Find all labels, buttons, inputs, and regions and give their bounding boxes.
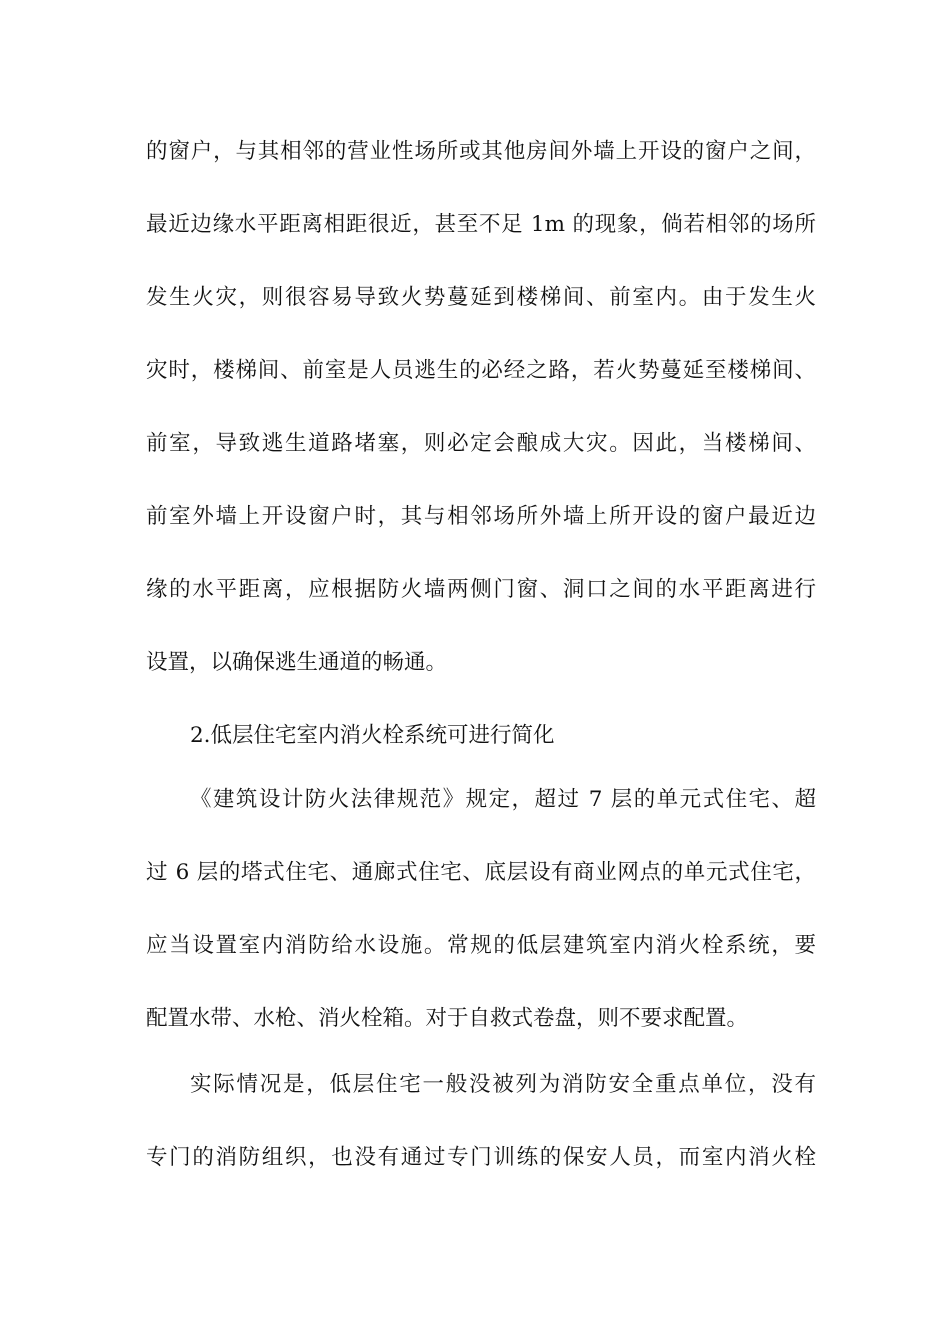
paragraph-line: 灾时，楼梯间、前室是人员逃生的必经之路，若火势蔓延至楼梯间、	[146, 358, 816, 383]
paragraph-line: 发生火灾，则很容易导致火势蔓延到楼梯间、前室内。由于发生火	[146, 285, 816, 310]
paragraph-line: 《建筑设计防火法律规范》规定，超过 7 层的单元式住宅、超	[190, 787, 816, 812]
paragraph-line: 最近边缘水平距离相距很近，甚至不足 1m 的现象，倘若相邻的场所	[146, 212, 816, 237]
paragraph-line: 实际情况是，低层住宅一般没被列为消防安全重点单位，没有	[190, 1072, 816, 1097]
paragraph-line: 应当设置室内消防给水设施。常规的低层建筑室内消火栓系统，要	[146, 933, 816, 958]
section-heading: 2.低层住宅室内消火栓系统可进行简化	[190, 723, 555, 748]
paragraph-line: 前室外墙上开设窗户时，其与相邻场所外墙上所开设的窗户最近边	[146, 504, 816, 529]
paragraph-line: 的窗户，与其相邻的营业性场所或其他房间外墙上开设的窗户之间，	[146, 139, 816, 164]
paragraph-line: 过 6 层的塔式住宅、通廊式住宅、底层设有商业网点的单元式住宅，	[146, 860, 816, 885]
paragraph-line: 缘的水平距离，应根据防火墙两侧门窗、洞口之间的水平距离进行	[146, 577, 816, 602]
paragraph-line: 专门的消防组织，也没有通过专门训练的保安人员，而室内消火栓	[146, 1145, 816, 1170]
paragraph-line: 配置水带、水枪、消火栓箱。对于自救式卷盘，则不要求配置。	[146, 1006, 749, 1031]
paragraph-line: 前室，导致逃生道路堵塞，则必定会酿成大灾。因此，当楼梯间、	[146, 431, 816, 456]
paragraph-line: 设置，以确保逃生通道的畅通。	[146, 650, 448, 675]
